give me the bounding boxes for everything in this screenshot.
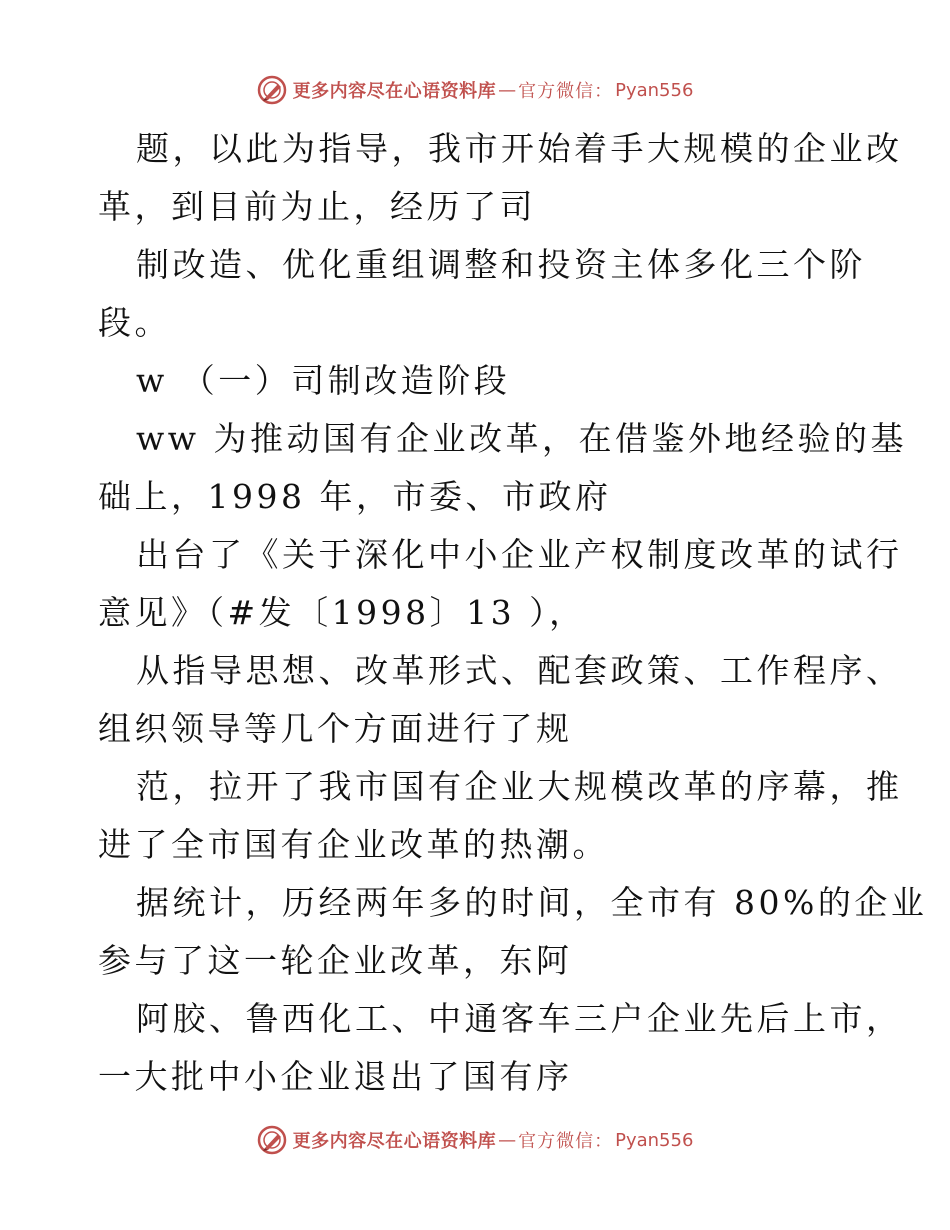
section-heading: w （一）司制改造阶段 [136, 361, 511, 400]
pen-logo-icon [257, 75, 287, 105]
header-banner [0, 70, 950, 110]
text-line: 据统计，历经两年多的时间，全市有 80%的企业 [136, 883, 928, 922]
banner-wechat-label: 官方微信： [518, 81, 614, 102]
text-line: 制改造、优化重组调整和投资主体多化三个阶 [136, 245, 866, 284]
text-line: 出台了《关于深化中小企业产权制度改革的试行 [136, 535, 903, 574]
text-line: 段。 [98, 303, 171, 342]
pen-logo-icon [257, 1125, 287, 1155]
text-line: 题，以此为指导，我市开始着手大规模的企业改 [136, 129, 903, 168]
text-line: 础上，1998 年，市委、市政府 [98, 477, 612, 516]
document-body [98, 120, 928, 1106]
banner-title: 更多内容尽在心语资料库 [292, 1131, 497, 1152]
text-line: 一大批中小企业退出了国有序 [98, 1057, 573, 1096]
text-line: 进了全市国有企业改革的热潮。 [98, 825, 609, 864]
banner-wechat-id: Pyan556 [615, 79, 694, 101]
text-line: 阿胶、鲁西化工、中通客车三户企业先后上市， [136, 999, 903, 1038]
footer-banner [0, 1120, 950, 1160]
text-line: 从指导思想、改革形式、配套政策、工作程序、 [136, 651, 903, 690]
text-line: 意见》（#发〔1998〕13 ）， [98, 593, 586, 632]
text-line: 组织领导等几个方面进行了规 [98, 709, 573, 748]
banner-separator: — [498, 79, 517, 101]
text-line: 革，到目前为止，经历了司 [98, 187, 536, 226]
banner-wechat-label: 官方微信： [518, 1131, 614, 1152]
text-line: 范，拉开了我市国有企业大规模改革的序幕，推 [136, 767, 903, 806]
banner-wechat-id: Pyan556 [615, 1129, 694, 1151]
text-line: 参与了这一轮企业改革，东阿 [98, 941, 573, 980]
banner-title: 更多内容尽在心语资料库 [292, 81, 497, 102]
banner-separator: — [498, 1129, 517, 1151]
text-line: ww 为推动国有企业改革，在借鉴外地经验的基 [136, 419, 907, 458]
